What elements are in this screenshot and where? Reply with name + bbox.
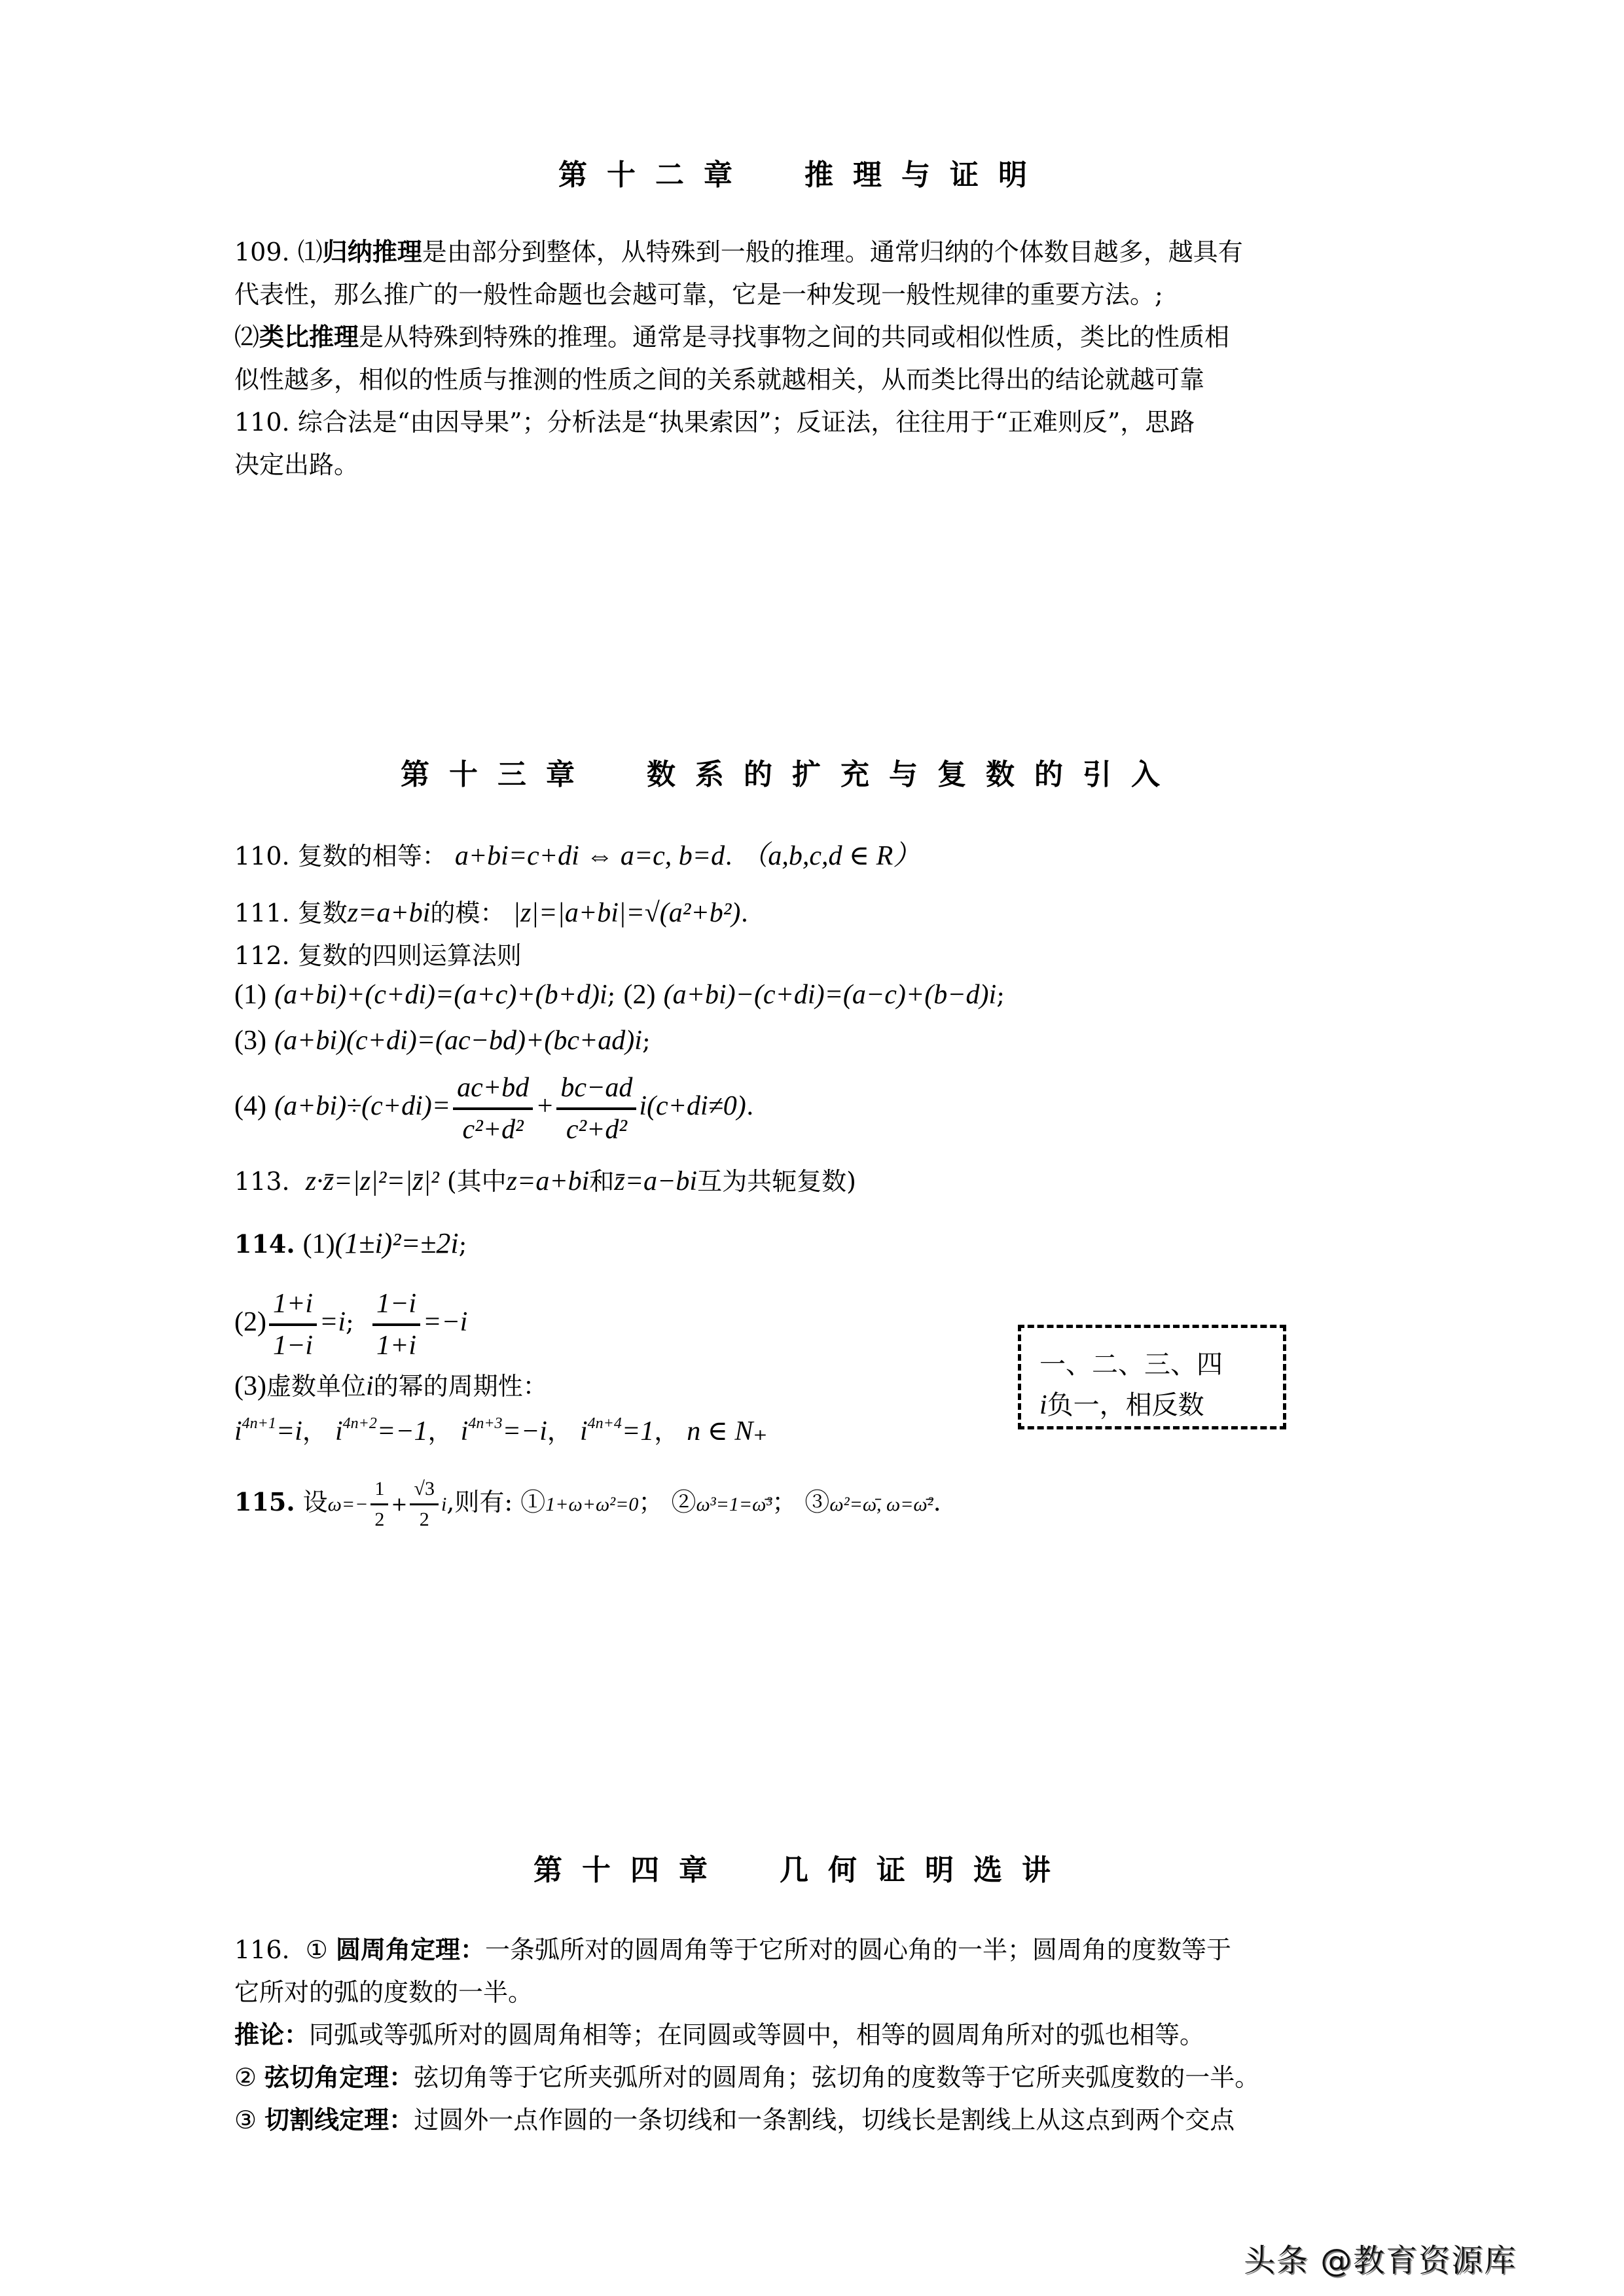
item-109-line-4: [234, 365, 1204, 395]
item-114-part-3-label: (3)虚数单位i的幂的周期性：: [234, 1371, 548, 1401]
chapter-14-name: 几何证明选讲: [780, 1854, 1070, 1887]
formula: z·z̄=|z|²=|z̄|²: [305, 1166, 439, 1196]
formula: 1+ω+ω²=0: [545, 1494, 639, 1515]
item-number: 110.: [234, 842, 290, 870]
chapter-12-name: 推理与证明: [804, 158, 1047, 192]
item-112-rule-4: (4) (a+bi)÷(c+di)= $\frac{ac+bd}{\text{c²+d²}}$ + $\frac{bc-ad}{\text{c²+d²}}$ i(c+di≠0).: [234, 1067, 754, 1147]
item-marker: ⑴: [297, 238, 323, 266]
paragraph-text: 综合法是“由因导果”；分析法是“执果索因”；反证法，往往用于“正难则反”，思路: [297, 408, 1195, 437]
item-109-line-2: [234, 279, 1163, 310]
formula: (1±i)²=±2i: [334, 1227, 459, 1259]
item-116-theorem-2: ② 弦切角定理：弦切角等于它所夹弧所对的圆周角；弦切角的度数等于它所夹弧度数的一半。: [234, 2062, 1260, 2092]
item-number: 110.: [234, 408, 290, 437]
item-label: 复数的相等：: [297, 842, 447, 870]
item-112-rule-3: (3) (a+bi)(c+di)=(ac−bd)+(bc+ad)i;: [234, 1026, 651, 1056]
watermark: 头条 @教育资源库: [1244, 2242, 1517, 2279]
chapter-12-title: [558, 157, 1047, 194]
item-111-modulus: 111. 复数z=a+bi的模： |z|=|a+bi|=√(a²+b²).: [234, 898, 749, 928]
chapter-14-title: [533, 1852, 1070, 1889]
term-inductive-reasoning: 归纳推理: [322, 237, 422, 266]
chapter-13-title: [401, 757, 1180, 793]
paragraph-text: 似性越多，相似的性质与推测的性质之间的关系就越相关，从而类比得出的结论就越可靠: [234, 365, 1205, 394]
item-number: 111.: [234, 899, 290, 927]
item-110-complex-equality: 110. 复数的相等： a+bi=c+di ⇔ a=c, b=d. （a,b,c,d ∈ R）: [234, 841, 921, 871]
item-114-part-3-powers: $i^{4n+1}=i$， $i^{4n+2}=-1$， $i^{4n+3}=-i$， $i^{4n+4}=1$， n ∈ N₊: [234, 1415, 768, 1446]
mnemonic-line-2: i负一，相反数: [1039, 1390, 1204, 1420]
formula: (a+bi)(c+di)=(ac−bd)+(bc+ad)i: [274, 1026, 642, 1056]
fraction: $\frac{√3}{2}$: [410, 1477, 438, 1532]
chapter-14-number: 第十四章: [533, 1854, 727, 1887]
chapter-13-number: 第十三章: [401, 758, 594, 791]
item-number: 116.: [234, 1935, 290, 1964]
item-number: 115.: [234, 1487, 295, 1516]
item-116-line-1: 116. ① 圆周角定理：一条弧所对的圆周角等于它所对的圆心角的一半；圆周角的度数等于: [234, 1935, 1231, 1964]
term-inscribed-angle-theorem: 圆周角定理：: [335, 1935, 485, 1964]
term-tangent-secant-theorem: 切割线定理：: [264, 2105, 414, 2134]
fraction: $\frac{ac+bd}{\text{c²+d²}}$: [453, 1071, 533, 1147]
fraction: $\frac{1}{2}$: [370, 1477, 388, 1532]
item-109-line-3: [234, 322, 1229, 352]
item-109-line-1: [234, 237, 1243, 267]
formula: ω²=ω̄, ω=ω̄²: [829, 1494, 933, 1515]
term-tangent-chord-angle-theorem: 弦切角定理：: [264, 2062, 414, 2092]
item-number: 113.: [234, 1167, 290, 1196]
paragraph-text: 是从特殊到特殊的推理。通常是寻找事物之间的共同或相似性质，类比的性质相: [359, 323, 1230, 351]
paragraph-text: 决定出路。: [234, 450, 359, 479]
fraction: $\frac{1-i}{1+i}$: [372, 1287, 420, 1363]
formula: (a+bi)+(c+di)=(a+c)+(b+d)i: [274, 980, 607, 1010]
item-113-conjugate: 113. z·z̄=|z|²=|z̄|² (其中z=a+bi和z̄=a−bi互为共轭复数): [234, 1166, 856, 1196]
formula: ω³=1=ω̄³: [696, 1494, 772, 1515]
fraction: $\frac{bc-ad}{\text{c²+d²}}$: [556, 1071, 636, 1147]
item-114-part-2: (2) $\frac{1+i}{1-i}$ =i; $\frac{1-i}{1+i}$ =−i: [234, 1286, 467, 1363]
item-number: 112.: [234, 941, 290, 970]
item-116-corollary: 推论：同弧或等弧所对的圆周角相等；在同圆或等圆中，相等的圆周角所对的弧也相等。: [234, 2020, 1205, 2049]
mnemonic-line-1: 一、二、三、四: [1039, 1350, 1223, 1380]
formula-condition: （a,b,c,d ∈ R）: [740, 841, 921, 871]
paragraph-text: 是由部分到整体，从特殊到一般的推理。通常归纳的个体数目越多，越具有: [422, 238, 1243, 266]
formula: z=a+bi: [347, 898, 431, 928]
item-marker: ⑵: [234, 323, 260, 351]
formula: |z|=|a+bi|=√(a²+b²): [513, 898, 741, 928]
item-116-theorem-3: ③ 切割线定理：过圆外一点作圆的一条切线和一条割线，切线长是割线上从这点到两个交点: [234, 2105, 1235, 2134]
fraction: $\frac{1+i}{1-i}$: [269, 1287, 317, 1363]
item-number: 109.: [234, 238, 290, 266]
term-analogical-reasoning: 类比推理: [259, 322, 359, 351]
formula: (a+bi)−(c+di)=(a−c)+(b−d)i: [663, 980, 997, 1010]
paragraph-text: 代表性，那么推广的一般性命题也会越可靠，它是一种发现一般性规律的重要方法。;: [234, 280, 1163, 309]
term-corollary: 推论：: [234, 2020, 310, 2049]
item-label: 复数的四则运算法则: [297, 941, 522, 970]
item-110-line-1: [234, 407, 1195, 437]
chapter-12-number: 第十二章: [558, 158, 752, 192]
item-115-omega: 115. 设ω=− $\frac{1}{2}$ + $\frac{√3}{2}$ i,则有: ①1+ω+ω²=0； ②ω³=1=ω̄³； ③ω²=ω̄, ω=ω̄².: [234, 1478, 941, 1530]
item-112-heading: [234, 941, 522, 971]
item-112-rules-1-2: (1) (a+bi)+(c+di)=(a+c)+(b+d)i; (2) (a+bi)−(c+di)=(a−c)+(b−d)i;: [234, 980, 1005, 1010]
item-number: 114.: [234, 1229, 295, 1259]
mnemonic-box: [1018, 1325, 1286, 1429]
chapter-13-name: 数系的扩充与复数的引入: [647, 758, 1180, 791]
item-110-line-2: [234, 450, 359, 480]
item-116-line-2: 它所对的弧的度数的一半。: [234, 1978, 533, 2007]
item-label: 复数: [297, 899, 348, 927]
item-label: 的模：: [430, 899, 505, 927]
formula: a+bi=c+di ⇔ a=c, b=d: [454, 841, 725, 871]
item-114-part-1: 114. (1)(1±i)²=±2i;: [234, 1227, 467, 1259]
